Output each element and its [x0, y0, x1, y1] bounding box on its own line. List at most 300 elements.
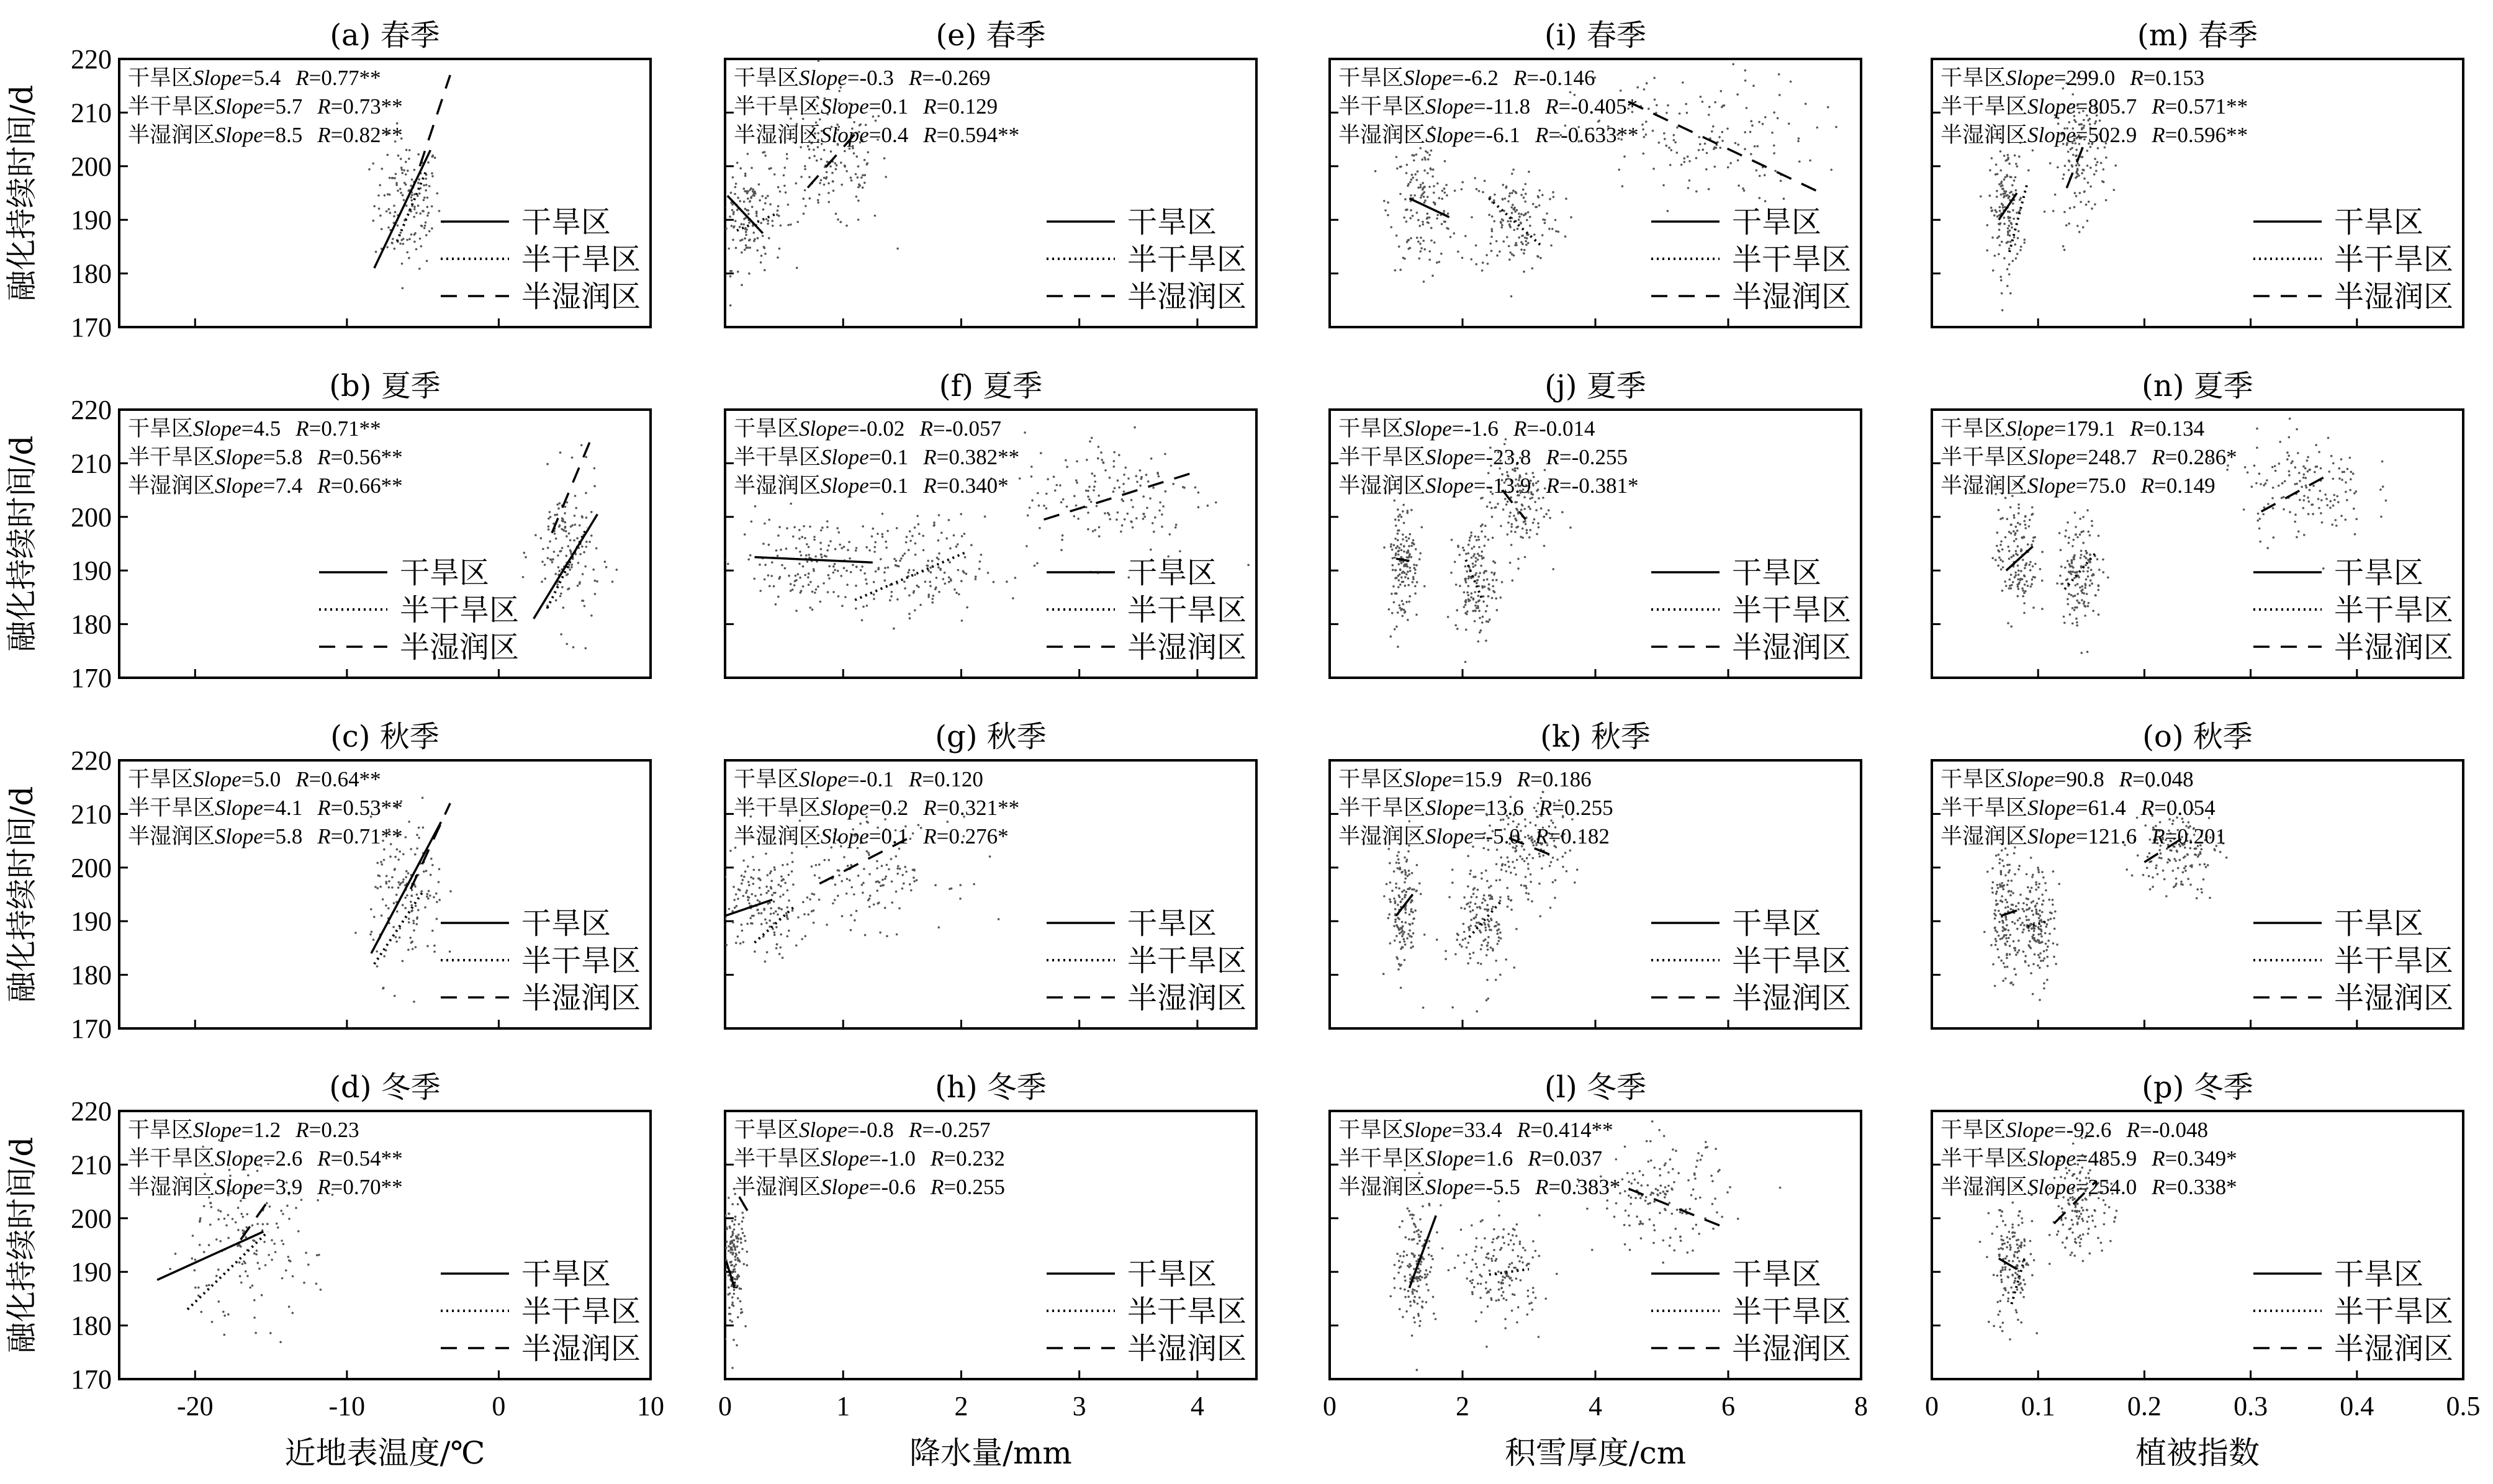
scatter-point [2014, 155, 2016, 157]
chart-panel [1330, 369, 1861, 678]
scatter-point [297, 1230, 300, 1233]
scatter-point [1520, 222, 1522, 224]
scatter-point [795, 945, 798, 947]
scatter-point [1117, 479, 1119, 482]
y-tick-label: 210 [71, 1149, 112, 1180]
scatter-point [2303, 474, 2306, 476]
scatter-point [2049, 933, 2051, 935]
scatter-point [1474, 876, 1477, 878]
scatter-point [389, 855, 392, 858]
stat-r: 0.596** [2177, 123, 2248, 147]
scatter-point [387, 154, 389, 156]
scatter-point [922, 535, 924, 537]
scatter-point [1641, 124, 1644, 126]
scatter-point [845, 893, 848, 895]
scatter-point [1482, 261, 1484, 264]
scatter-point [2172, 870, 2175, 872]
fit-line [1466, 560, 1482, 600]
scatter-point [2023, 612, 2026, 614]
scatter-point [2017, 565, 2019, 567]
scatter-point [1495, 597, 1497, 600]
scatter-point [893, 558, 896, 560]
scatter-point [2009, 578, 2011, 581]
scatter-point [560, 633, 562, 636]
scatter-point [2284, 480, 2286, 483]
scatter-point [2272, 487, 2274, 489]
scatter-point [1486, 578, 1489, 581]
scatter-point [2039, 568, 2042, 570]
scatter-point [2073, 577, 2076, 580]
scatter-point [1999, 210, 2001, 212]
scatter-point [867, 821, 869, 824]
scatter-point [1410, 237, 1412, 240]
stat-region: 半干旱区 [734, 1146, 821, 1171]
scatter-point [387, 227, 390, 229]
scatter-point [404, 897, 407, 899]
scatter-point [1397, 851, 1400, 853]
scatter-point [1462, 938, 1464, 941]
scatter-point [594, 593, 597, 595]
scatter-point [2209, 897, 2211, 899]
scatter-point [408, 238, 411, 240]
scatter-point [770, 575, 773, 577]
scatter-point [1466, 611, 1469, 613]
scatter-point [741, 284, 743, 286]
scatter-point [592, 569, 595, 571]
scatter-point [2274, 465, 2276, 467]
scatter-point [1532, 857, 1535, 860]
scatter-point [2011, 584, 2013, 587]
scatter-point [1430, 240, 1433, 242]
legend-label: 半干旱区 [2334, 943, 2454, 978]
scatter-point [1667, 104, 1669, 107]
scatter-point [733, 1269, 735, 1271]
scatter-point [993, 581, 995, 583]
scatter-point [782, 956, 784, 959]
scatter-point [1485, 954, 1488, 956]
scatter-point [2064, 535, 2067, 537]
scatter-point [1410, 209, 1412, 212]
scatter-point [399, 188, 402, 191]
chart-panel [4, 719, 651, 1044]
scatter-point [1496, 848, 1499, 851]
scatter-point [237, 1207, 240, 1209]
scatter-point [1039, 527, 1041, 529]
scatter-point [402, 881, 404, 883]
scatter-point [2196, 897, 2198, 899]
scatter-point [1549, 198, 1551, 200]
scatter-point [2041, 551, 2044, 553]
scatter-point [2037, 869, 2040, 871]
scatter-point [844, 150, 846, 153]
scatter-point [1012, 597, 1014, 600]
scatter-point [566, 643, 568, 645]
scatter-point [2078, 231, 2081, 233]
scatter-point [2078, 164, 2081, 167]
scatter-point [808, 572, 810, 575]
scatter-point [2010, 532, 2013, 534]
scatter-point [2028, 564, 2031, 566]
scatter-point [2297, 452, 2299, 454]
scatter-point [821, 556, 823, 559]
scatter-point [806, 560, 809, 563]
scatter-point [2076, 600, 2078, 602]
scatter-point [1194, 487, 1197, 489]
stat-r: 0.340* [949, 474, 1009, 498]
stat-slope: 7.4 [275, 474, 303, 498]
scatter-point [2001, 184, 2004, 187]
scatter-point [733, 211, 735, 214]
scatter-point [1512, 579, 1514, 582]
scatter-point [1404, 576, 1407, 578]
scatter-point [2096, 161, 2099, 164]
scatter-point [571, 564, 574, 566]
scatter-point [938, 514, 940, 516]
scatter-point [1130, 521, 1133, 523]
scatter-point [733, 899, 736, 901]
scatter-point [2067, 598, 2069, 601]
legend-label: 干旱区 [2334, 906, 2424, 941]
scatter-point [2332, 462, 2335, 465]
scatter-point [2093, 574, 2095, 577]
scatter-point [1501, 581, 1503, 583]
scatter-point [1471, 216, 1473, 218]
scatter-point [796, 221, 799, 223]
scatter-point [809, 898, 811, 901]
scatter-point [805, 554, 808, 557]
scatter-point [767, 902, 769, 905]
scatter-point [1510, 526, 1513, 528]
scatter-point [748, 902, 751, 905]
fit-line [2006, 546, 2033, 570]
scatter-point [1529, 508, 1531, 510]
scatter-point [1484, 908, 1486, 911]
scatter-point [764, 202, 767, 205]
y-tick-label: 190 [71, 205, 112, 236]
scatter-point [2046, 924, 2049, 926]
scatter-point [1684, 161, 1686, 163]
scatter-point [729, 1320, 731, 1322]
scatter-point [2001, 181, 2003, 183]
scatter-point [1123, 490, 1125, 493]
scatter-point [927, 560, 929, 562]
scatter-point [1512, 169, 1515, 171]
scatter-point [940, 532, 943, 534]
scatter-point [728, 1250, 730, 1252]
scatter-point [1389, 1295, 1392, 1298]
scatter-point [1994, 985, 1996, 987]
scatter-point [770, 870, 772, 873]
scatter-point [1427, 158, 1430, 161]
scatter-point [963, 572, 965, 574]
scatter-point [379, 215, 382, 217]
scatter-point [1482, 404, 1484, 407]
chart-panel [718, 1070, 1256, 1471]
scatter-point [2031, 544, 2033, 546]
scatter-point [857, 176, 859, 179]
scatter-point [1538, 883, 1541, 885]
scatter-point [1990, 944, 1993, 947]
scatter-point [1999, 938, 2002, 940]
scatter-point [449, 950, 451, 953]
scatter-point [2014, 534, 2016, 536]
scatter-point [1564, 852, 1567, 854]
scatter-point [1416, 212, 1418, 214]
scatter-point [418, 268, 421, 270]
scatter-point [2068, 537, 2070, 539]
scatter-point [1485, 999, 1488, 1002]
scatter-point [1100, 451, 1102, 454]
scatter-point [2035, 940, 2037, 943]
scatter-point [2015, 973, 2017, 976]
scatter-point [1404, 909, 1407, 911]
scatter-point [838, 870, 841, 872]
scatter-point [1490, 919, 1493, 922]
stat-r: 0.54** [343, 1146, 403, 1171]
scatter-point [764, 578, 766, 581]
scatter-point [1413, 1316, 1415, 1319]
scatter-point [194, 1259, 197, 1261]
scatter-point [1513, 966, 1516, 969]
scatter-point [2054, 911, 2057, 913]
scatter-point [1418, 883, 1421, 885]
scatter-point [1415, 564, 1418, 567]
scatter-point [1472, 610, 1474, 613]
scatter-point [1478, 539, 1481, 541]
scatter-point [733, 1228, 736, 1231]
scatter-point [1477, 607, 1479, 609]
scatter-point [813, 149, 815, 151]
legend-label: 半湿润区 [1732, 279, 1852, 314]
scatter-point [377, 194, 380, 197]
scatter-point [2073, 558, 2075, 560]
scatter-point [1512, 861, 1514, 863]
x-tick-label: 2 [1456, 1391, 1469, 1421]
scatter-point [1520, 509, 1523, 511]
scatter-point [849, 879, 851, 882]
scatter-point [1441, 223, 1443, 225]
scatter-point [984, 516, 986, 518]
scatter-point [255, 1332, 257, 1334]
stat-r: 0.71** [321, 416, 381, 441]
scatter-point [1721, 131, 1724, 133]
scatter-point [1383, 546, 1386, 549]
scatter-point [1441, 197, 1443, 200]
scatter-point [2068, 542, 2070, 544]
scatter-point [1408, 870, 1410, 872]
scatter-point [1467, 575, 1470, 578]
scatter-point [1664, 138, 1666, 140]
scatter-point [2013, 940, 2015, 943]
scatter-point [1400, 543, 1402, 546]
scatter-point [1412, 177, 1414, 179]
scatter-point [1505, 187, 1507, 189]
scatter-point [1114, 487, 1116, 490]
scatter-point [2015, 905, 2017, 907]
scatter-point [1411, 542, 1413, 544]
scatter-point [1621, 185, 1624, 187]
stat-region: 干旱区 [734, 1118, 800, 1142]
scatter-point [782, 894, 785, 896]
scatter-point [2001, 241, 2003, 243]
scatter-point [2068, 169, 2070, 171]
scatter-point [292, 1275, 294, 1278]
scatter-point [1472, 555, 1475, 557]
scatter-point [841, 605, 844, 607]
scatter-point [227, 1313, 230, 1316]
scatter-point [1031, 499, 1034, 501]
scatter-point [1536, 206, 1538, 209]
scatter-point [2084, 587, 2086, 589]
scatter-point [2281, 497, 2283, 499]
scatter-point [1446, 194, 1448, 197]
scatter-point [1501, 865, 1503, 867]
scatter-point [1140, 478, 1143, 480]
scatter-point [2255, 482, 2258, 485]
scatter-point [1809, 160, 1811, 162]
scatter-point [1499, 879, 1501, 881]
scatter-point [1399, 607, 1402, 609]
scatter-point [871, 535, 873, 537]
scatter-point [194, 1287, 197, 1289]
scatter-point [1098, 535, 1101, 537]
scatter-point [1061, 539, 1063, 541]
scatter-point [2001, 930, 2004, 932]
scatter-point [375, 251, 377, 253]
scatter-point [1476, 922, 1478, 924]
scatter-point [748, 884, 751, 886]
scatter-point [725, 227, 728, 230]
stat-slope: 4.1 [275, 796, 303, 820]
scatter-point [288, 1218, 291, 1220]
stat-region: 干旱区 [128, 416, 194, 441]
scatter-point [744, 237, 746, 240]
scatter-point [276, 1223, 278, 1225]
scatter-point [2006, 924, 2008, 927]
scatter-point [1463, 606, 1466, 608]
scatter-point [1515, 928, 1518, 930]
stat-region: 干旱区 [1338, 66, 1404, 90]
scatter-point [376, 862, 379, 865]
scatter-point [741, 1220, 744, 1223]
scatter-point [2031, 876, 2034, 878]
scatter-point [423, 197, 426, 199]
scatter-point [1550, 245, 1553, 247]
scatter-point [402, 243, 405, 245]
scatter-point [2158, 849, 2161, 852]
scatter-point [2014, 922, 2016, 925]
scatter-point [1092, 530, 1094, 533]
scatter-point [1403, 938, 1405, 940]
scatter-point [1482, 897, 1485, 900]
scatter-point [1423, 191, 1426, 194]
scatter-point [1991, 891, 1994, 894]
scatter-point [282, 1243, 285, 1246]
scatter-point [2007, 227, 2009, 230]
scatter-point [731, 1367, 734, 1369]
scatter-point [732, 176, 734, 179]
scatter-point [1727, 166, 1729, 169]
scatter-point [2028, 919, 2031, 921]
scatter-point [2063, 616, 2065, 618]
scatter-point [1482, 191, 1484, 194]
scatter-point [1410, 935, 1413, 938]
scatter-point [2020, 570, 2022, 572]
scatter-point [438, 210, 441, 212]
scatter-point [877, 533, 879, 535]
scatter-point [2008, 220, 2011, 222]
stat-region: 半干旱区 [1941, 94, 2028, 119]
scatter-point [914, 609, 916, 612]
scatter-point [1430, 150, 1433, 152]
scatter-point [1065, 459, 1067, 462]
scatter-point [2288, 436, 2291, 439]
scatter-point [1726, 128, 1729, 130]
scatter-point [739, 240, 742, 242]
scatter-point [963, 533, 966, 535]
scatter-point [1495, 921, 1498, 924]
scatter-point [1469, 873, 1471, 875]
scatter-point [863, 572, 866, 575]
scatter-point [1484, 536, 1487, 538]
panel-title: (a) 春季 [330, 18, 440, 53]
scatter-point [548, 518, 550, 520]
scatter-point [2080, 201, 2082, 204]
scatter-point [1487, 595, 1490, 598]
scatter-point [1436, 261, 1438, 264]
scatter-point [838, 90, 841, 92]
scatter-point [819, 119, 821, 121]
scatter-point [2048, 899, 2050, 901]
scatter-point [1474, 177, 1476, 179]
scatter-point [926, 565, 928, 567]
scatter-point [731, 1297, 734, 1299]
scatter-point [760, 894, 762, 896]
scatter-point [1525, 240, 1527, 243]
stats-annotation: 半干旱区Slope=61.4 R=0.054 [1941, 796, 2216, 820]
scatter-point [2095, 170, 2098, 173]
scatter-point [394, 177, 396, 179]
scatter-points [719, 1188, 749, 1369]
scatter-point [423, 199, 425, 202]
scatter-point [382, 987, 384, 990]
scatter-point [2015, 163, 2017, 165]
stat-slope: 299.0 [2066, 66, 2116, 90]
scatter-point [1713, 146, 1716, 149]
scatter-point [1413, 1296, 1416, 1298]
scatter-point [1395, 235, 1398, 237]
scatter-point [719, 1317, 722, 1320]
scatter-point [1643, 88, 1646, 91]
scatter-point [2088, 602, 2090, 605]
scatter-point [1687, 187, 1690, 189]
scatter-point [2094, 120, 2097, 123]
scatter-point [734, 1216, 737, 1218]
scatter-point [2075, 195, 2078, 197]
scatter-point [2219, 851, 2222, 853]
scatter-point [2148, 861, 2151, 863]
scatter-point [1533, 807, 1536, 809]
scatter-point [2024, 564, 2027, 567]
scatter-point [295, 1207, 297, 1209]
scatter-point [955, 591, 958, 594]
scatter-point [408, 149, 411, 151]
scatter-point [2078, 174, 2080, 177]
scatter-point [1399, 514, 1401, 516]
scatter-point [2346, 499, 2348, 501]
scatter-point [1771, 132, 1774, 134]
scatter-point [1546, 212, 1548, 215]
